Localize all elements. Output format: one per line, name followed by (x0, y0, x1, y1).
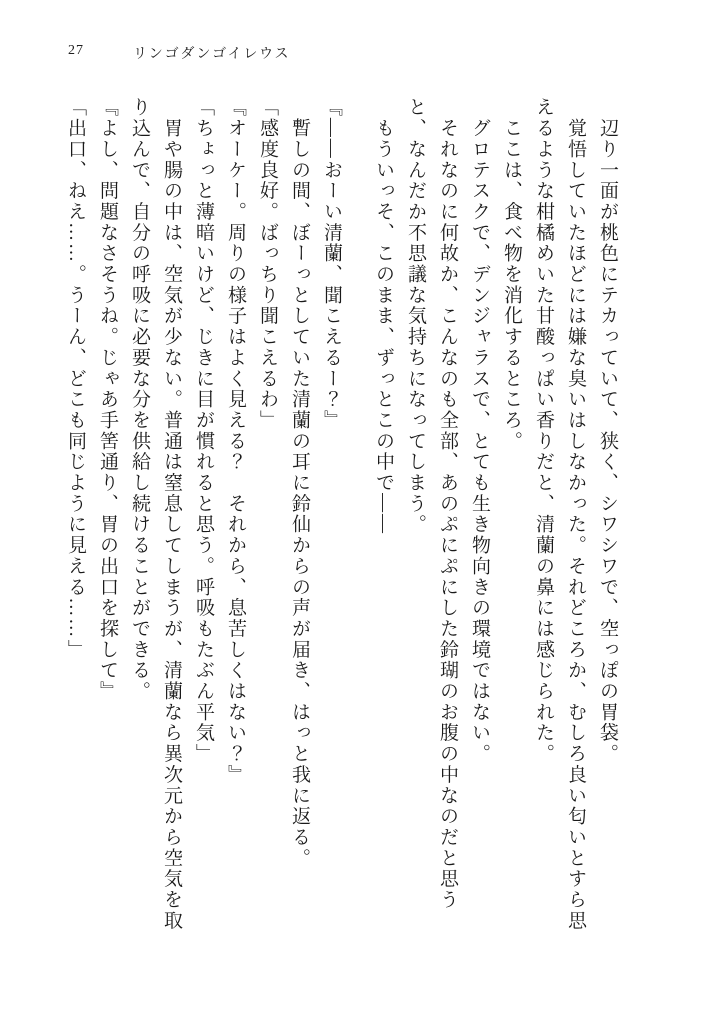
paragraph: 胃や腸の中は、空気が少ない。普通は窒息してしまうが、清蘭なら異次元から空気を取り込んで、自分の呼吸に必要な分を供給し続けることができる。 (129, 97, 182, 931)
paragraph-dialogue: 「感度良好。ばっちり聞こえるわ」 (257, 97, 278, 431)
page-number: 27 (68, 43, 84, 58)
paragraph: グロテスクで、デンジャラスで、とても生き物向きの環境ではない。 (469, 97, 490, 765)
paragraph-dialogue: 『よし、問題なさそうね。じゃあ手筈通り、胃の出口を探して』 (97, 97, 118, 702)
vertical-text-block (59, 97, 623, 933)
paragraph: 覚悟していたほどには嫌な臭いはしなかった。それどころか、むしろ良い匂いとすら思えるような柑橘めいた甘酸っぱい香りだと、清蘭の鼻には感じられた。 (533, 97, 586, 931)
paragraph-dialogue: 『オーケー。周りの様子はよく見える？ それから、息苦しくはない？』 (225, 97, 246, 786)
paragraph: それなのに何故か、こんなのも全部、あのぷにぷにした鈴瑚のお腹の中なのだと思うと、なんだか不思議な気持ちになってしまう。 (405, 97, 458, 911)
paragraph-dialogue: 「出口、ねえ……。うーん、どこも同じように見える……」 (65, 97, 86, 660)
paragraph-dialogue: 『――おーい清蘭、聞こえるー？』 (321, 97, 342, 431)
paragraph: もういっそ、このまま、ずっとこの中で―― (373, 97, 394, 535)
paragraph: 辺り一面が桃色にテカっていて、狭く、シワシワで、空っぽの胃袋。 (597, 97, 618, 765)
book-title: リンゴダンゴイレウス (133, 47, 291, 62)
paragraph-dialogue: 「ちょっと薄暗いけど、じきに目が慣れると思う。呼吸もたぶん平気」 (193, 97, 214, 765)
paragraph: 暫しの間、ぼーっとしていた清蘭の耳に鈴仙からの声が届き、はっと我に返る。 (289, 97, 310, 869)
paragraph: ここは、食べ物を消化するところ。 (501, 97, 522, 452)
